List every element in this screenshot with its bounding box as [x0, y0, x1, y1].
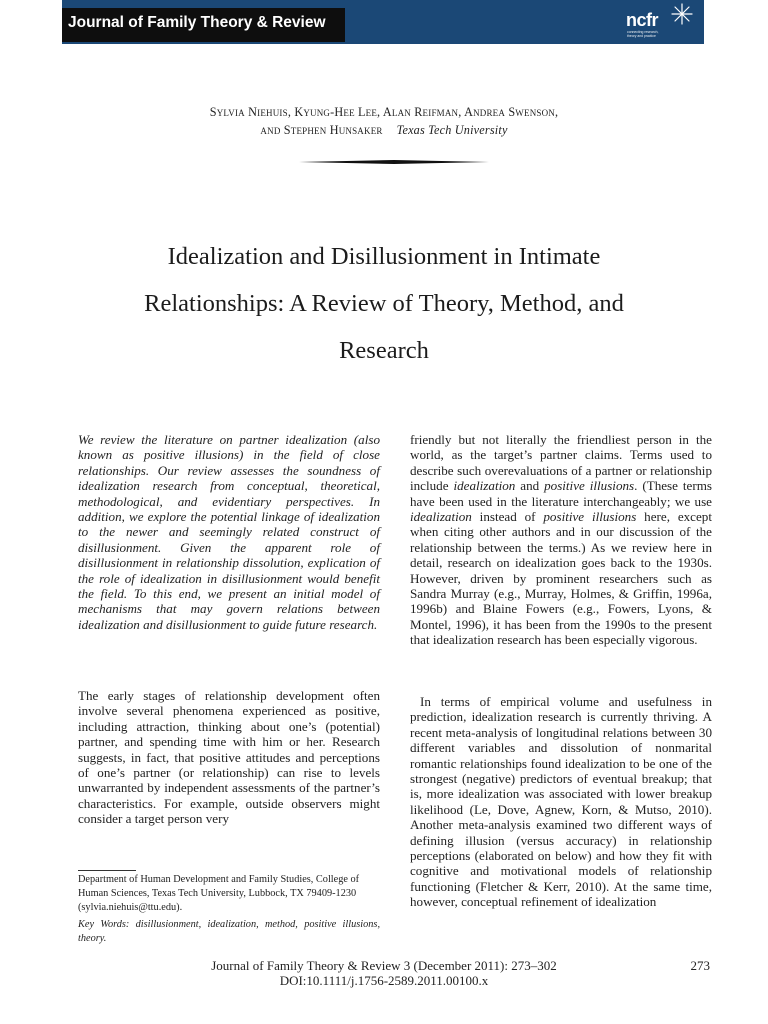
- body-paragraph-1: [410, 432, 712, 648]
- author-affiliation: Texas Tech University: [396, 123, 508, 137]
- journal-name: Journal of Family Theory & Review: [62, 8, 345, 42]
- article-title: Idealization and Disillusionment in Intimate Relationships: A Review of Theory, Method, and Research: [144, 243, 624, 364]
- emphasis-term: positive illusions: [543, 509, 637, 525]
- body-text: here, except when citing other authors and in our discussion of the relationship between the terms.) As we review here in detail, research on idealization goes back to the 1930s. However, driven by prominent researchers such as Sandra Murray (e.g., Murray, Holmes, & Griffin, 1996a, 1996b) and Blaine Fowers (e.g., Fowers, Lyons, & Montel, 1996), it has been from the 1990s to the present that idealization research has been especially vigorous.: [410, 509, 712, 648]
- keywords: [78, 918, 380, 946]
- journal-citation: Journal of Family Theory & Review 3 (December 2011): 273–302: [211, 958, 557, 973]
- keywords-text: disillusionment, idealization, method, positive illusions, theory.: [78, 919, 381, 944]
- author-names-line2: and Stephen Hunsaker: [260, 123, 383, 137]
- logo-tagline: connecting research, theory and practice: [627, 30, 659, 38]
- body-text-left: The early stages of relationship development often involve several phenomena experienced as positive, including attraction, thinking about one’s (potential) partner, and spending time with him or her. Research suggests, in fact, that positive attitudes and perceptions of one’s partner (or relationship) can rise to levels unwarranted by independent assessments of the partner’s characteristics. For example, outside observers might consider a target person very: [78, 688, 380, 827]
- logo-word: ncfr: [626, 10, 659, 30]
- footnote-rule: [78, 870, 136, 871]
- body-text: friendly but not literally the friendliest person in the world, as the target’s partner claims. Terms used to describe such overevaluations of a partner or relationship include: [410, 432, 712, 494]
- emphasis-term: idealization: [410, 509, 472, 525]
- body-text: . (These terms have been used in the literature interchangeably; we use: [410, 478, 712, 509]
- sparkle-icon: [670, 2, 694, 26]
- author-block: [60, 103, 708, 139]
- abstract: We review the literature on partner idealization (also known as positive illusions) in the field of close relationships. Our review assesses the soundness of idealization research from conceptual, theoretical, methodological, and evidentiary perspectives. In addition, we explore the potential linkage of idealization to the newer and seemingly related construct of disillusionment. Given the apparent role of disillusionment in relationship dissolution, explication of the role of idealization in disillusionment would benefit the field. To this end, we present an initial model of mechanisms that may govern relations between idealization and disillusionment to guide future research.: [78, 432, 380, 632]
- title-ornament-rule: [299, 160, 489, 164]
- ncfr-logo: [626, 2, 698, 42]
- keywords-label: Key Words:: [78, 919, 130, 930]
- author-footnote: Department of Human Development and Family Studies, College of Human Sciences, Texas Tech University, Lubbock, TX 79409-1230 (sylvia.niehuis@ttu.edu).: [78, 874, 360, 913]
- doi[interactable]: DOI:10.1111/j.1756-2589.2011.00100.x: [279, 973, 489, 988]
- author-names-line2-row: [60, 121, 708, 139]
- journal-header-bar: [62, 0, 704, 44]
- page-footer: [120, 958, 648, 988]
- body-paragraph-2: In terms of empirical volume and usefulness in prediction, idealization research is currently thriving. A recent meta-analysis of longitudinal relations between 30 different variables and dissolution of nonmarital romantic relationships found idealization to be one of the strongest (negative) predictors of eventual breakup; that is, more idealization was associated with lower breakup likelihood (Le, Dove, Agnew, Korn, & Mutso, 2010). Another meta-analysis examined two different ways of defining illusion (versus accuracy) in relationship perceptions (elaborated on below) and how they fit with cognitive and motivational models of relationship functioning (Fletcher & Kerr, 2010). At the same time, however, conceptual refinement of idealization: [410, 694, 712, 910]
- emphasis-term: positive illusions: [544, 478, 635, 494]
- body-text: and: [515, 478, 545, 494]
- emphasis-term: idealization: [453, 478, 516, 494]
- author-names-line1: Sylvia Niehuis, Kyung-Hee Lee, Alan Reifman, Andrea Swenson,: [209, 105, 559, 119]
- page-number: 273: [690, 958, 710, 973]
- body-text: instead of: [471, 509, 544, 525]
